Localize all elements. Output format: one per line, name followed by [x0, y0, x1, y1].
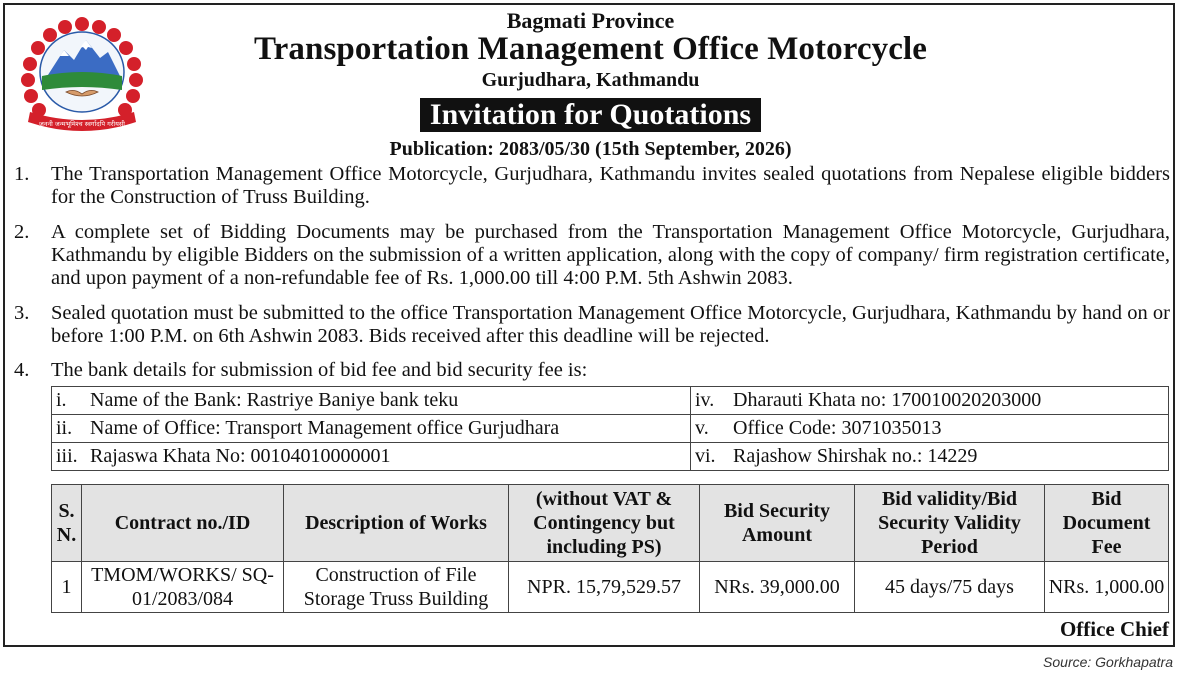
detail-number: v.	[695, 417, 709, 439]
clause-4	[14, 359, 1170, 382]
detail-number: ii.	[56, 417, 73, 439]
clause-1	[14, 163, 1170, 209]
source-credit: Source: Gorkhapatra	[1043, 654, 1173, 670]
table-cell: 1	[52, 562, 82, 613]
clause-text: Sealed quotation must be submitted to the office Transportation Management Office Motorcycle, Gurjudhara, Kathmandu by hand on or before 1:00 P.M. on 6th Ashwin 2083. Bids received after this deadline will be rejected.	[51, 302, 1170, 347]
table-cell: 45 days/75 days	[855, 562, 1045, 613]
detail-text: Name of the Bank: Rastriye Baniye bank teku	[90, 389, 459, 411]
table-cell: NRs. 1,000.00	[1045, 562, 1169, 613]
detail-number: vi.	[695, 445, 716, 467]
clause-text: The bank details for submission of bid fee and bid security fee is:	[51, 359, 588, 381]
emblem-motto: जननी जन्मभूमिश्च स्वर्गादपि गरीयसी	[39, 120, 125, 128]
clause-2	[14, 221, 1170, 290]
detail-text: Dharauti Khata no: 170010020203000	[733, 389, 1042, 411]
column-header: Contract no./ID	[82, 485, 284, 562]
detail-number: i.	[56, 389, 67, 411]
contract-table	[51, 484, 1169, 613]
clause-number: 3.	[14, 302, 30, 324]
table-row	[52, 443, 1169, 471]
clause-number: 1.	[14, 163, 30, 185]
clause-number: 2.	[14, 221, 30, 243]
table-header-row	[52, 485, 1169, 562]
detail-text: Rajaswa Khata No: 00104010000001	[90, 445, 391, 467]
publication-date: Publication: 2083/05/30 (15th September, 2026)	[389, 138, 792, 160]
clause-text: A complete set of Bidding Documents may be purchased from the Transportation Management Office Motorcycle, Gurjudhara, Kathmandu by eligible Bidders on the submission of a written application, along with the copy of company/ firm registration certificate, and upon payment of a non-refundable fee of Rs. 1,000.00 till 4:00 P.M. 5th Ashwin 2083.	[51, 221, 1170, 289]
column-header: Bid Document Fee	[1045, 485, 1169, 562]
clause-number: 4.	[14, 359, 30, 381]
column-header: Bid validity/Bid Security Validity Period	[855, 485, 1045, 562]
clause-3	[14, 302, 1170, 348]
bank-details-table	[51, 386, 1169, 471]
detail-text: Name of Office: Transport Management office Gurjudhara	[90, 417, 560, 439]
detail-text: Rajashow Shirshak no.: 14229	[733, 445, 978, 467]
bank-detail-cell	[52, 443, 691, 471]
column-header: (without VAT & Contingency but including PS)	[509, 485, 700, 562]
column-header: S. N.	[52, 485, 82, 562]
table-row	[52, 562, 1169, 613]
table-cell: NRs. 39,000.00	[700, 562, 855, 613]
column-header: Bid Security Amount	[700, 485, 855, 562]
notice-title-banner: Invitation for Quotations	[420, 98, 761, 132]
table-row	[52, 387, 1169, 415]
detail-text: Office Code: 3071035013	[733, 417, 942, 439]
table-cell: NPR. 15,79,529.57	[509, 562, 700, 613]
column-header: Description of Works	[284, 485, 509, 562]
bank-detail-cell	[691, 443, 1169, 471]
signature: Office Chief	[1059, 617, 1169, 641]
bank-detail-cell	[52, 415, 691, 443]
table-cell: TMOM/WORKS/ SQ-01/2083/084	[82, 562, 284, 613]
office-title: Transportation Management Office Motorcycle	[254, 31, 927, 67]
clause-text: The Transportation Management Office Motorcycle, Gurjudhara, Kathmandu invites sealed quotations from Nepalese eligible bidders for the Construction of Truss Building.	[51, 163, 1170, 208]
bank-detail-cell	[52, 387, 691, 415]
bank-detail-cell	[691, 415, 1169, 443]
table-cell: Construction of File Storage Truss Building	[284, 562, 509, 613]
province-heading: Bagmati Province	[506, 8, 675, 33]
office-location: Gurjudhara, Kathmandu	[481, 69, 700, 91]
bank-detail-cell	[691, 387, 1169, 415]
detail-number: iv.	[695, 389, 715, 411]
table-row	[52, 415, 1169, 443]
detail-number: iii.	[56, 445, 78, 467]
